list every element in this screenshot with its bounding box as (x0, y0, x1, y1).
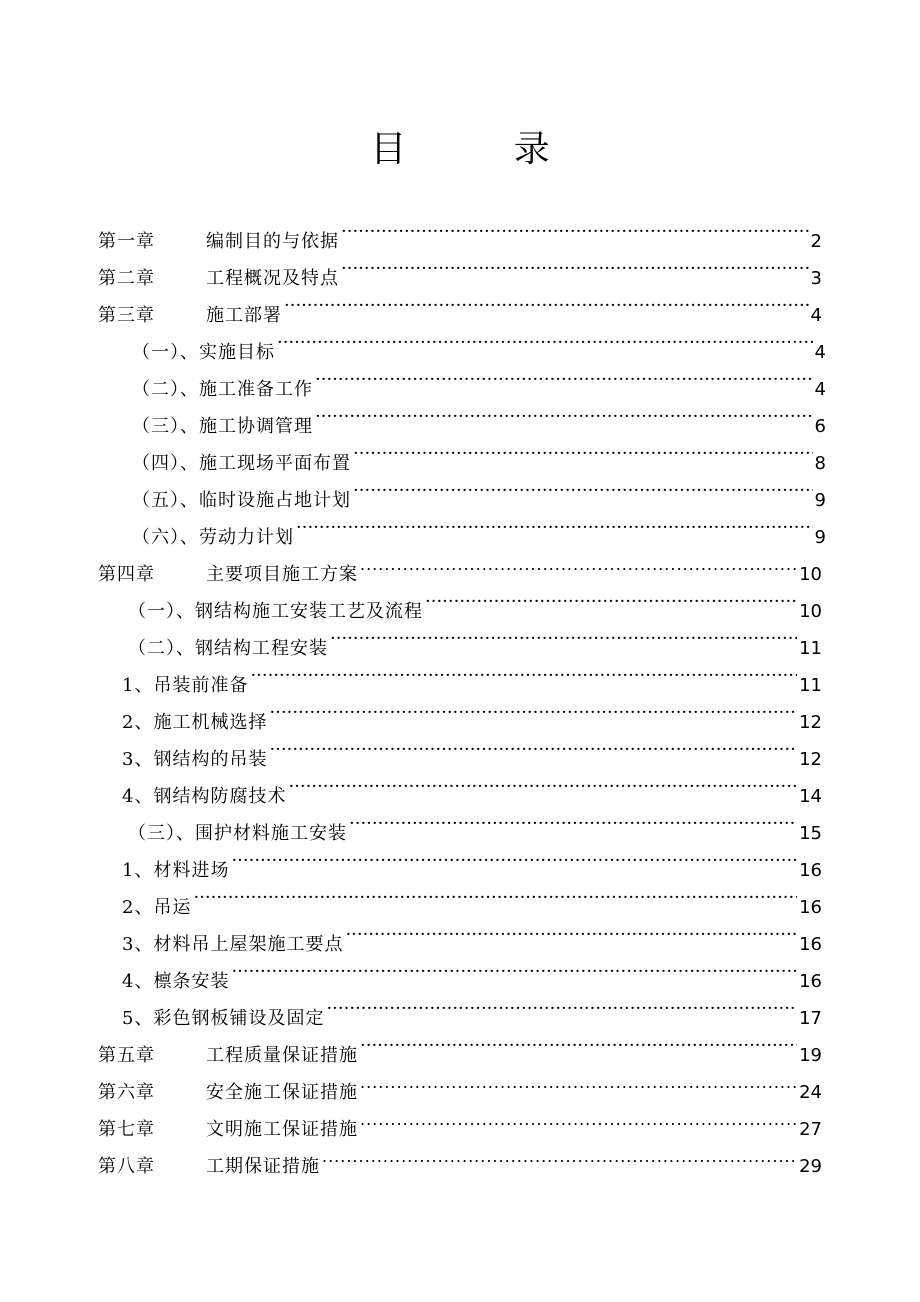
toc-entry[interactable] (122, 883, 822, 918)
toc-entry-title: 3、钢结构的吊装 (122, 749, 268, 770)
toc-chapter-number: 第四章 (98, 564, 155, 585)
toc-entry[interactable] (98, 1105, 822, 1140)
toc-dot-leader (345, 920, 797, 950)
toc-entry[interactable] (132, 402, 826, 437)
toc-entry-title: 文明施工保证措施 (206, 1119, 358, 1140)
toc-dot-leader (349, 809, 797, 839)
toc-dot-leader (360, 1068, 797, 1098)
toc-entry[interactable] (98, 550, 822, 585)
toc-page-number: 11 (799, 638, 822, 659)
toc-entry[interactable] (132, 513, 826, 548)
toc-dot-leader (315, 365, 813, 395)
toc-dot-leader (360, 550, 797, 580)
toc-entry-title: 工程概况及特点 (206, 268, 339, 289)
toc-entry-title: （三）、施工协调管理 (132, 416, 313, 437)
toc-entry[interactable] (122, 698, 822, 733)
toc-page-number: 9 (814, 490, 826, 511)
toc-entry-title: （六）、劳动力计划 (132, 527, 294, 548)
toc-entry-title: 4、檩条安装 (122, 971, 230, 992)
toc-entry-title: 2、吊运 (122, 897, 192, 918)
toc-entry[interactable] (132, 476, 826, 511)
toc-page-number: 12 (799, 749, 822, 770)
toc-dot-leader (341, 254, 809, 284)
toc-page-number: 8 (814, 453, 826, 474)
toc-entry[interactable] (98, 1068, 822, 1103)
toc-chapter-number: 第七章 (98, 1119, 155, 1140)
toc-entry[interactable] (132, 439, 826, 474)
toc-entry-title: 5、彩色钢板铺设及固定 (122, 1008, 325, 1029)
toc-page-number: 10 (799, 601, 822, 622)
toc-entry[interactable] (128, 587, 822, 622)
toc-chapter-number: 第五章 (98, 1045, 155, 1066)
toc-page-number: 16 (799, 934, 822, 955)
toc-entry-title: （二）、施工准备工作 (132, 379, 313, 400)
toc-dot-leader (231, 957, 797, 987)
toc-page-number: 2 (810, 231, 822, 252)
toc-entry-title: （五）、临时设施占地计划 (132, 490, 351, 511)
toc-chapter-number: 第一章 (98, 231, 155, 252)
toc-page-number: 11 (799, 675, 822, 696)
toc-entry[interactable] (98, 217, 822, 252)
toc-entry-title: 3、材料吊上屋架施工要点 (122, 934, 344, 955)
toc-entry-title: 主要项目施工方案 (206, 564, 358, 585)
toc-dot-leader (231, 846, 797, 876)
toc-entry[interactable] (98, 291, 822, 326)
toc-entry-title: 1、吊装前准备 (122, 675, 249, 696)
toc-dot-leader (250, 661, 797, 691)
page-title: 目 录 (370, 129, 598, 170)
toc-page-number: 4 (814, 379, 826, 400)
toc-dot-leader (341, 217, 809, 247)
toc-entry-title: （二）、钢结构工程安装 (128, 638, 328, 659)
toc-entry-title: 2、施工机械选择 (122, 712, 268, 733)
toc-page-number: 16 (799, 860, 822, 881)
toc-dot-leader (269, 698, 797, 728)
toc-entry-title: （一）、实施目标 (132, 342, 275, 363)
toc-page-number: 15 (799, 823, 822, 844)
toc-entry-title: 编制目的与依据 (206, 231, 339, 252)
toc-entry[interactable] (122, 735, 822, 770)
toc-entry[interactable] (98, 254, 822, 289)
toc-chapter-number: 第六章 (98, 1082, 155, 1103)
toc-dot-leader (360, 1031, 797, 1061)
toc-page-number: 3 (810, 268, 822, 289)
toc-entry[interactable] (122, 920, 822, 955)
toc-entry[interactable] (98, 1031, 822, 1066)
toc-dot-leader (322, 1142, 797, 1172)
toc-entry-title: （四）、施工现场平面布置 (132, 453, 351, 474)
toc-dot-leader (296, 513, 813, 543)
toc-page-number: 17 (799, 1008, 822, 1029)
toc-dot-leader (284, 291, 809, 321)
toc-entry-title: 1、材料进场 (122, 860, 230, 881)
toc-page-number: 27 (799, 1119, 822, 1140)
toc-dot-leader (360, 1105, 797, 1135)
toc-chapter-number: 第八章 (98, 1156, 155, 1177)
toc-page-number: 16 (799, 971, 822, 992)
toc-entry[interactable] (122, 846, 822, 881)
toc-page-number: 6 (814, 416, 826, 437)
toc-entry[interactable] (122, 772, 822, 807)
toc-page-number: 14 (799, 786, 822, 807)
toc-page-number: 12 (799, 712, 822, 733)
toc-entry-title: （一）、钢结构施工安装工艺及流程 (128, 601, 423, 622)
toc-page-number: 19 (799, 1045, 822, 1066)
toc-entry[interactable] (132, 328, 826, 363)
toc-chapter-number: 第三章 (98, 305, 155, 326)
toc-dot-leader (330, 624, 797, 654)
toc-entry-title: 施工部署 (206, 305, 282, 326)
toc-page-number: 29 (799, 1156, 822, 1177)
toc-chapter-number: 第二章 (98, 268, 155, 289)
toc-page-number: 4 (814, 342, 826, 363)
toc-dot-leader (326, 994, 797, 1024)
toc-dot-leader (277, 328, 813, 358)
toc-entry[interactable] (132, 365, 826, 400)
toc-entry[interactable] (122, 957, 822, 992)
toc-dot-leader (193, 883, 797, 913)
toc-dot-leader (315, 402, 813, 432)
toc-entry[interactable] (128, 809, 822, 844)
toc-entry-title: 工期保证措施 (206, 1156, 320, 1177)
toc-page-number: 10 (799, 564, 822, 585)
toc-entry-title: 安全施工保证措施 (206, 1082, 358, 1103)
toc-entry[interactable] (128, 624, 822, 659)
toc-entry-title: 工程质量保证措施 (206, 1045, 358, 1066)
toc-dot-leader (353, 439, 813, 469)
toc-page-number: 24 (799, 1082, 822, 1103)
toc-entry-title: 4、钢结构防腐技术 (122, 786, 287, 807)
toc-entry[interactable] (98, 1142, 822, 1177)
toc-dot-leader (425, 587, 797, 617)
toc-dot-leader (288, 772, 797, 802)
toc-page-number: 4 (810, 305, 822, 326)
toc-page-number: 9 (814, 527, 826, 548)
toc-page-number: 16 (799, 897, 822, 918)
toc-dot-leader (269, 735, 797, 765)
toc-dot-leader (353, 476, 813, 506)
toc-entry[interactable] (122, 661, 822, 696)
toc-entry[interactable] (122, 994, 822, 1029)
toc-entry-title: （三）、围护材料施工安装 (128, 823, 347, 844)
